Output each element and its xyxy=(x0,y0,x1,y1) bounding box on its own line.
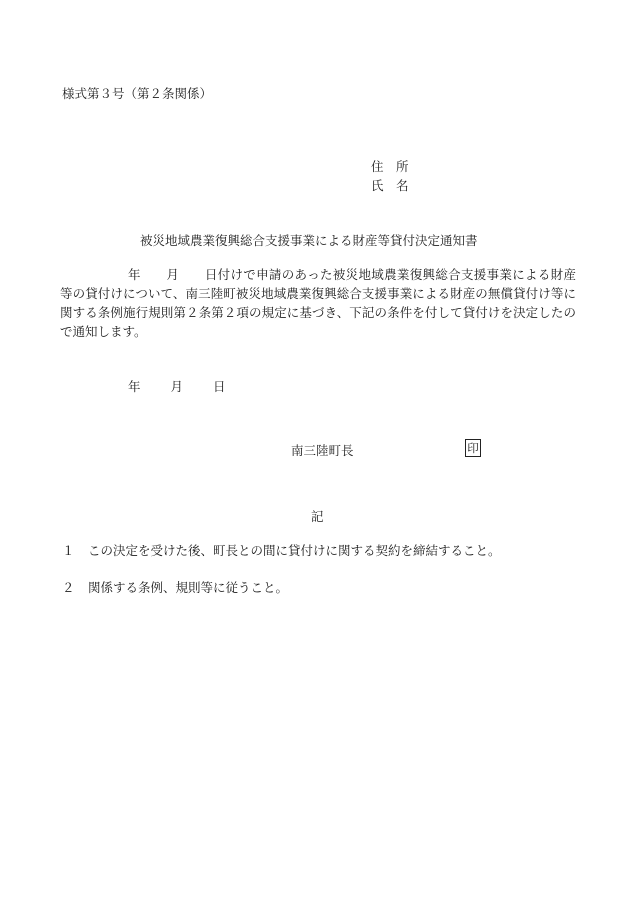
condition-item xyxy=(62,578,288,596)
condition-number: １ xyxy=(62,543,75,558)
condition-text: 関係する条例、規則等に従うこと。 xyxy=(88,580,289,595)
mayor-title: 南三陸町長 xyxy=(291,443,354,458)
address-label: 住 所 xyxy=(371,159,409,174)
condition-text: この決定を受けた後、町長との間に貸付けに関する契約を締結すること。 xyxy=(88,543,501,558)
form-number: 様式第３号（第２条関係） xyxy=(62,86,213,101)
ki-heading: 記 xyxy=(311,509,324,524)
name-label: 氏 名 xyxy=(371,178,409,193)
condition-number: ２ xyxy=(62,580,75,595)
body-paragraph: 年 月 日付けで申請のあった被災地域農業復興総合支援事業による財産等の貸付けについて、南三陸町被災地域農業復興総合支援事業による財産の無償貸付け等に関する条例施行規則第２条第２項の規定に基づき、下記の条件を付して貸付けを決定したので通知します。 xyxy=(60,267,576,339)
date-month: 月 xyxy=(170,379,184,394)
condition-item xyxy=(62,541,501,559)
date-day: 日 xyxy=(213,379,226,394)
seal-mark: 印 xyxy=(465,439,481,457)
date-year: 年 xyxy=(128,379,141,394)
date-line xyxy=(128,377,226,395)
document-title: 被災地域農業復興総合支援事業による財産等貸付決定通知書 xyxy=(140,233,478,248)
